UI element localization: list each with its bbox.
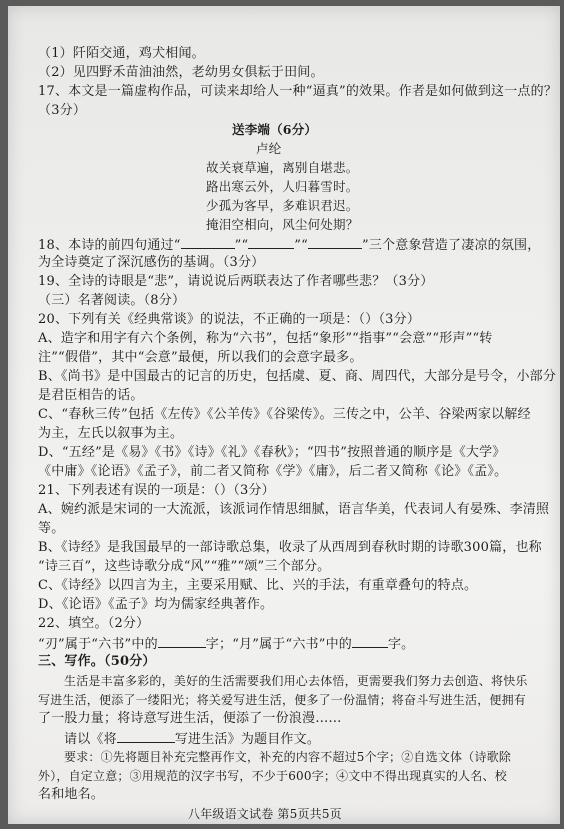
option-b-cont: 是君臣相告的话。: [38, 388, 144, 403]
option-c: C、《诗经》以四言为主，主要采用赋、比、兴的手法，有重章叠句的特点。: [38, 578, 478, 593]
answer-blank[interactable]: [181, 236, 235, 249]
poem-line: 路出寒云外，人归暮雪时。: [206, 179, 359, 194]
title-blank[interactable]: [117, 730, 175, 743]
title-line: [64, 730, 320, 748]
option-b: B、《尚书》是中国最古的记言的历史，包括虞、夏、商、周四代，大部分是号令，小部分: [38, 369, 557, 384]
question-20: 20、下列有关《经典常谈》的说法，不正确的一项是：（）（3分）: [38, 312, 421, 327]
option-c-cont: 为主，左氏以叙事为主。: [38, 426, 184, 441]
option-a: A、婉约派是宋词的一大流派，该派词作情思细腻，语言华美，代表词人有晏殊、李清照: [38, 502, 550, 517]
option-d: D、《论语》《孟子》均为儒家经典著作。: [38, 597, 274, 612]
question-22: 22、填空。（2分）: [38, 616, 150, 631]
q22-text: 字。: [387, 637, 415, 652]
q18-text: ”三个意象营造了凄凉的氛围，: [362, 238, 541, 253]
score-label: （3分）: [38, 103, 87, 118]
option-d-cont: 《中庸》《论语》《孟子》，前二者又简称《学》《庸》，后二者又简称《论》《孟》。: [38, 464, 508, 479]
text-line: 为全诗奠定了深沉感伤的基调。（3分）: [38, 255, 265, 270]
text-line: （2）见四野禾苗油油然，老幼男女俱耘于田间。: [38, 65, 324, 80]
question-17: 17、本文是一篇虚构作品，可读来却给人一种“逼真”的效果。作者是如何做到这一点的？: [38, 84, 558, 99]
question-19: 19、全诗的诗眼是“悲”，请说说后两联表达了作者哪些悲？（3分）: [38, 274, 434, 289]
option-a: A、造字和用字有六个条例，称为“六书”，包括“象形”“指事”“会意”“形声”“转: [38, 331, 493, 346]
prompt-text: 生活是丰富多彩的，美好的生活需要我们用心去体悟，更需要我们努力去创造、将快乐: [64, 674, 528, 688]
requirements: 外），自定立意；③用规范的汉字书写，不少于600字；④文中不得出现真实的人名、校: [38, 769, 507, 783]
question-21: 21、下列表述有误的一项是：（）（3分）: [38, 483, 275, 498]
option-b: B、《诗经》是我国最早的一部诗歌总集，收录了从西周到春秋时期的诗歌300篇，也称: [38, 540, 542, 555]
poem-line: 少孤为客早，多难识君迟。: [206, 198, 359, 213]
page-footer: 八年级语文试卷 第5页共5页: [188, 807, 342, 821]
text-line: （1）阡陌交通，鸡犬相闻。: [38, 46, 205, 61]
section-heading: （三）名著阅读。（8分）: [38, 293, 186, 308]
option-d: D、“五经”是《易》《书》《诗》《礼》《春秋》；“四书”按照普通的顺序是《大学》: [38, 445, 506, 460]
title-text: 写进生活》为题目作文。: [174, 732, 321, 747]
option-a-cont: 注”“假借”，其中“会意”最便，所以我们的会意字最多。: [38, 350, 363, 365]
poem-title: 送李端（6分）: [232, 122, 318, 137]
requirements: 要求：①先将题目补充完整再作文，补充的内容不超过5个字；②自选文体（诗歌除: [64, 750, 512, 764]
answer-blank[interactable]: [158, 635, 206, 648]
title-text: 请以《将: [64, 732, 117, 747]
prompt-text: 写进生活，便添了一缕阳光；将关爱写进生活，便多了一份温情；将奋斗写进生活，便拥有: [38, 693, 527, 707]
answer-blank[interactable]: [352, 635, 388, 648]
prompt-text: 了一股力量；将诗意写进生活，便添了一份浪漫……: [38, 711, 342, 726]
q18-text: ”“: [294, 238, 308, 253]
q18-text: 18、本诗的前四句通过“: [38, 238, 181, 253]
exam-page: [8, 6, 560, 824]
poem-author: 卢纶: [256, 141, 282, 156]
option-c: C、“春秋三传”包括《左传》《公羊传》《谷梁传》。三传之中，公羊、谷梁两家以解经: [38, 407, 531, 422]
answer-blank[interactable]: [248, 236, 294, 249]
fill-blank-line: [38, 635, 414, 653]
option-a-cont: 等。: [38, 521, 65, 536]
q22-text: 字；“月”属于“六书”中的: [205, 637, 352, 652]
q18-text: ”“: [234, 238, 249, 253]
part-heading: 三、写作。（50分）: [38, 654, 156, 669]
requirements: 名和地名。: [38, 787, 105, 802]
answer-blank[interactable]: [308, 236, 362, 249]
poem-line: 掩泪空相向，风尘何处期？: [206, 217, 359, 232]
poem-line: 故关衰草遍，离别自堪悲。: [206, 160, 359, 175]
option-b-cont: “诗三百”，这些诗歌分成“风”“雅”“颂”三个部分。: [38, 559, 331, 574]
question-18: [38, 236, 540, 254]
q22-text: “刃”属于“六书”中的: [38, 637, 158, 652]
